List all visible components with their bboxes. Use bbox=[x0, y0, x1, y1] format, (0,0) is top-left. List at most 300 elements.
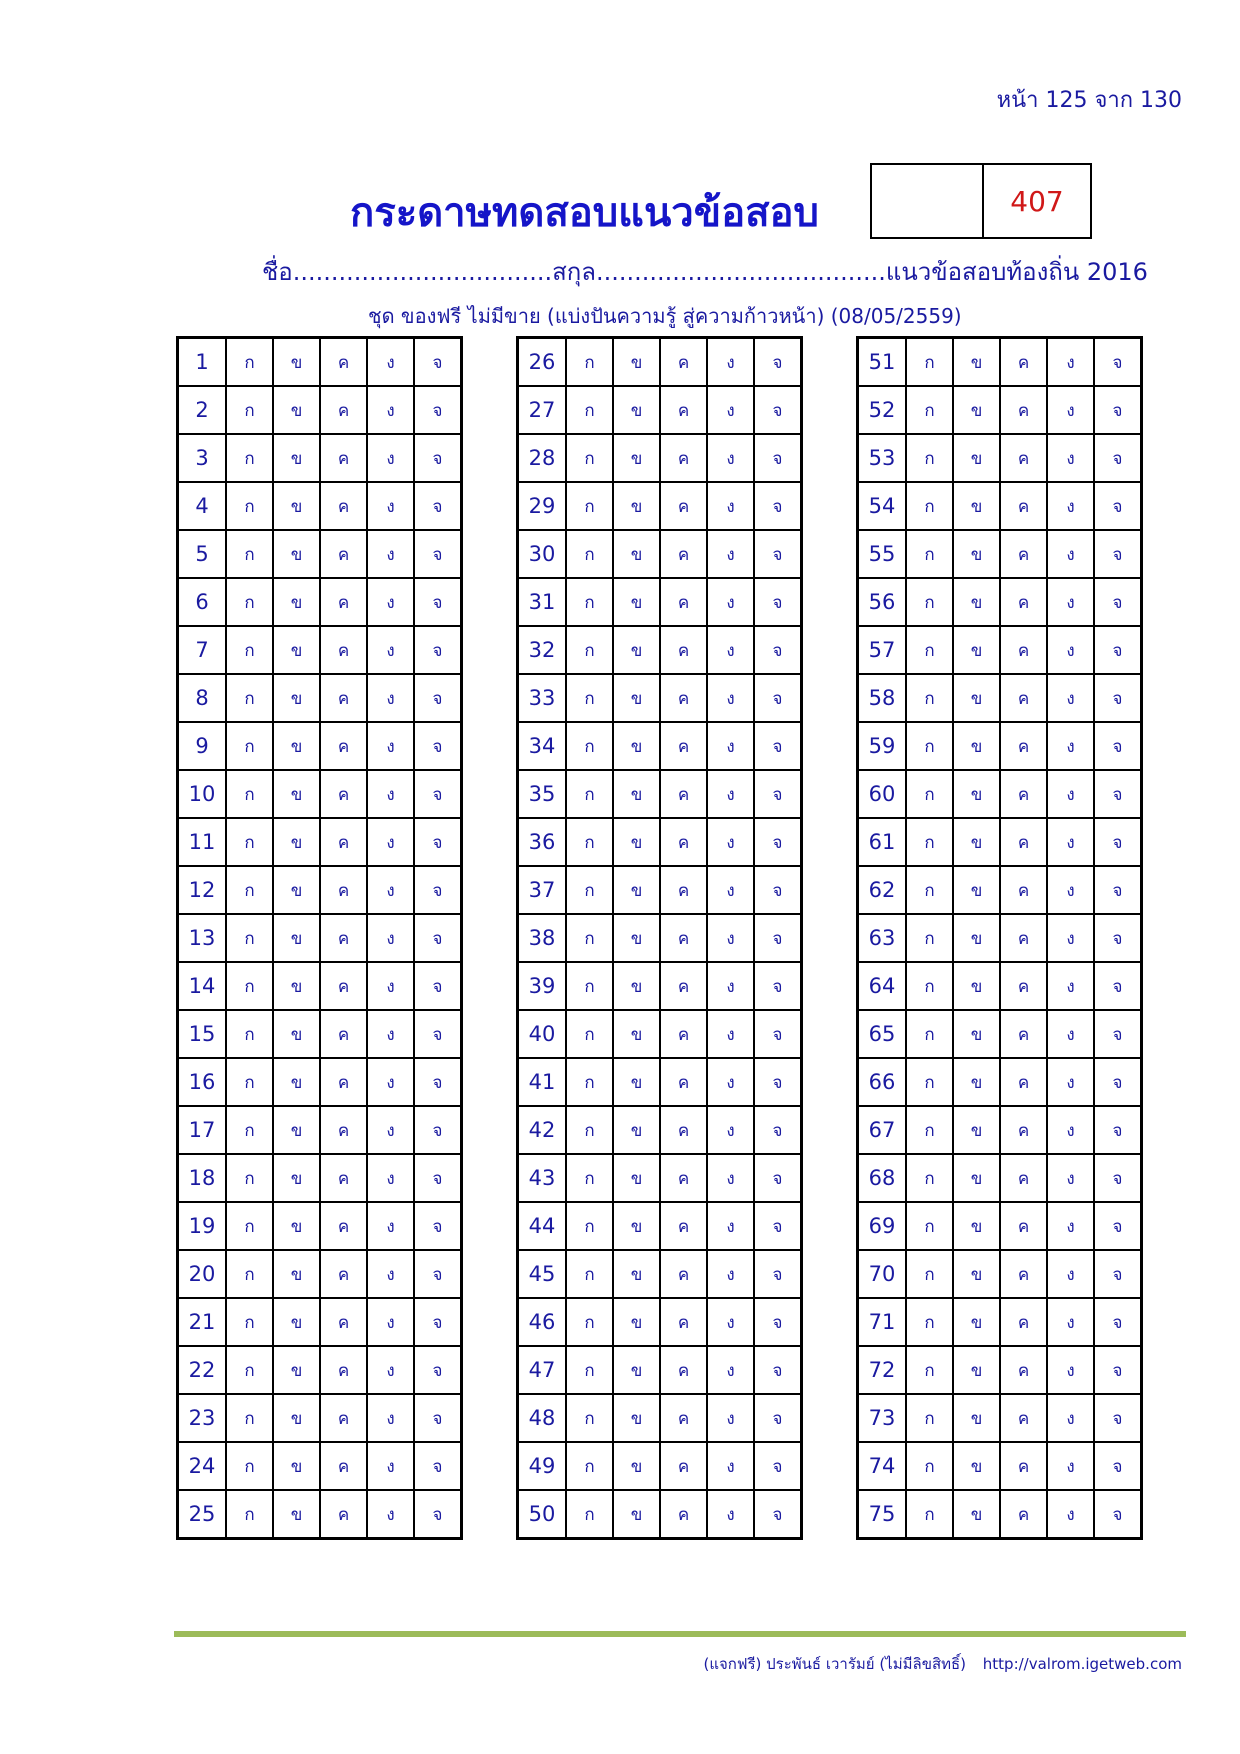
answer-choice[interactable]: ก bbox=[906, 626, 953, 674]
answer-choice[interactable]: ง bbox=[367, 1346, 414, 1394]
answer-choice[interactable]: ก bbox=[906, 578, 953, 626]
answer-choice[interactable]: จ bbox=[414, 626, 462, 674]
answer-choice[interactable]: ง bbox=[1047, 866, 1094, 914]
answer-choice[interactable]: ง bbox=[367, 482, 414, 530]
answer-choice[interactable]: ข bbox=[953, 482, 1000, 530]
answer-choice[interactable]: ข bbox=[953, 818, 1000, 866]
answer-choice[interactable]: ง bbox=[707, 578, 754, 626]
answer-choice[interactable]: ค bbox=[320, 1490, 367, 1539]
answer-choice[interactable]: ง bbox=[367, 818, 414, 866]
answer-choice[interactable]: ค bbox=[320, 1010, 367, 1058]
answer-choice[interactable]: ง bbox=[1047, 674, 1094, 722]
answer-choice[interactable]: ง bbox=[1047, 434, 1094, 482]
answer-choice[interactable]: ค bbox=[660, 1394, 707, 1442]
answer-choice[interactable]: ข bbox=[613, 1394, 660, 1442]
answer-choice[interactable]: จ bbox=[754, 1442, 802, 1490]
answer-choice[interactable]: จ bbox=[414, 722, 462, 770]
answer-choice[interactable]: ข bbox=[273, 626, 320, 674]
answer-choice[interactable]: จ bbox=[1094, 1394, 1142, 1442]
answer-choice[interactable]: ง bbox=[1047, 1250, 1094, 1298]
answer-choice[interactable]: ค bbox=[320, 866, 367, 914]
answer-choice[interactable]: ง bbox=[367, 1442, 414, 1490]
answer-choice[interactable]: ก bbox=[226, 482, 273, 530]
answer-choice[interactable]: จ bbox=[754, 1154, 802, 1202]
answer-choice[interactable]: ง bbox=[367, 914, 414, 962]
answer-choice[interactable]: ง bbox=[1047, 1442, 1094, 1490]
answer-choice[interactable]: ก bbox=[566, 818, 613, 866]
answer-choice[interactable]: ก bbox=[226, 1346, 273, 1394]
answer-choice[interactable]: ค bbox=[320, 530, 367, 578]
answer-choice[interactable]: ก bbox=[906, 1346, 953, 1394]
answer-choice[interactable]: จ bbox=[414, 482, 462, 530]
answer-choice[interactable]: ค bbox=[320, 1202, 367, 1250]
footer-url[interactable]: http://valrom.igetweb.com bbox=[982, 1655, 1182, 1673]
answer-choice[interactable]: จ bbox=[414, 818, 462, 866]
answer-choice[interactable]: ก bbox=[566, 1394, 613, 1442]
answer-choice[interactable]: ง bbox=[707, 1154, 754, 1202]
answer-choice[interactable]: ง bbox=[707, 1298, 754, 1346]
answer-choice[interactable]: ค bbox=[660, 1202, 707, 1250]
answer-choice[interactable]: จ bbox=[1094, 1250, 1142, 1298]
answer-choice[interactable]: ง bbox=[1047, 578, 1094, 626]
answer-choice[interactable]: ข bbox=[953, 1154, 1000, 1202]
answer-choice[interactable]: จ bbox=[1094, 818, 1142, 866]
answer-choice[interactable]: จ bbox=[754, 866, 802, 914]
answer-choice[interactable]: ข bbox=[613, 770, 660, 818]
answer-choice[interactable]: ก bbox=[906, 434, 953, 482]
answer-choice[interactable]: ค bbox=[660, 1298, 707, 1346]
answer-choice[interactable]: ค bbox=[660, 1010, 707, 1058]
answer-choice[interactable]: ข bbox=[953, 578, 1000, 626]
answer-choice[interactable]: ข bbox=[273, 770, 320, 818]
answer-choice[interactable]: ก bbox=[566, 722, 613, 770]
answer-choice[interactable]: จ bbox=[414, 530, 462, 578]
answer-choice[interactable]: ง bbox=[1047, 1010, 1094, 1058]
answer-choice[interactable]: จ bbox=[1094, 338, 1142, 387]
answer-choice[interactable]: จ bbox=[1094, 914, 1142, 962]
answer-choice[interactable]: ก bbox=[906, 1250, 953, 1298]
answer-choice[interactable]: จ bbox=[1094, 770, 1142, 818]
answer-choice[interactable]: ง bbox=[707, 482, 754, 530]
answer-choice[interactable]: ข bbox=[273, 434, 320, 482]
answer-choice[interactable]: จ bbox=[414, 1154, 462, 1202]
answer-choice[interactable]: ก bbox=[906, 770, 953, 818]
answer-choice[interactable]: จ bbox=[754, 1490, 802, 1539]
answer-choice[interactable]: ง bbox=[367, 722, 414, 770]
answer-choice[interactable]: ง bbox=[707, 722, 754, 770]
answer-choice[interactable]: ก bbox=[906, 1010, 953, 1058]
answer-choice[interactable]: ค bbox=[660, 434, 707, 482]
answer-choice[interactable]: ข bbox=[613, 1058, 660, 1106]
answer-choice[interactable]: ง bbox=[367, 530, 414, 578]
answer-choice[interactable]: ข bbox=[613, 626, 660, 674]
answer-choice[interactable]: จ bbox=[754, 818, 802, 866]
answer-choice[interactable]: ข bbox=[273, 1202, 320, 1250]
answer-choice[interactable]: จ bbox=[754, 674, 802, 722]
answer-choice[interactable]: ข bbox=[953, 1010, 1000, 1058]
answer-choice[interactable]: ข bbox=[273, 818, 320, 866]
answer-choice[interactable]: ก bbox=[566, 1154, 613, 1202]
answer-choice[interactable]: ข bbox=[273, 962, 320, 1010]
answer-choice[interactable]: ข bbox=[953, 626, 1000, 674]
answer-choice[interactable]: จ bbox=[754, 434, 802, 482]
answer-choice[interactable]: ค bbox=[660, 626, 707, 674]
answer-choice[interactable]: ก bbox=[566, 1010, 613, 1058]
answer-choice[interactable]: จ bbox=[1094, 434, 1142, 482]
answer-choice[interactable]: ค bbox=[1000, 1346, 1047, 1394]
answer-choice[interactable]: ก bbox=[566, 1490, 613, 1539]
answer-choice[interactable]: ก bbox=[566, 386, 613, 434]
answer-choice[interactable]: ค bbox=[320, 626, 367, 674]
answer-choice[interactable]: ก bbox=[566, 962, 613, 1010]
answer-choice[interactable]: ค bbox=[1000, 818, 1047, 866]
answer-choice[interactable]: ง bbox=[707, 626, 754, 674]
answer-choice[interactable]: ค bbox=[1000, 1298, 1047, 1346]
answer-choice[interactable]: ค bbox=[1000, 1106, 1047, 1154]
answer-choice[interactable]: ง bbox=[1047, 482, 1094, 530]
answer-choice[interactable]: ค bbox=[1000, 914, 1047, 962]
answer-choice[interactable]: ข bbox=[273, 914, 320, 962]
answer-choice[interactable]: จ bbox=[414, 1202, 462, 1250]
answer-choice[interactable]: ง bbox=[1047, 722, 1094, 770]
answer-choice[interactable]: ค bbox=[320, 338, 367, 387]
answer-choice[interactable]: จ bbox=[754, 482, 802, 530]
answer-choice[interactable]: ก bbox=[226, 1394, 273, 1442]
answer-choice[interactable]: จ bbox=[1094, 386, 1142, 434]
answer-choice[interactable]: ข bbox=[613, 1298, 660, 1346]
answer-choice[interactable]: ง bbox=[1047, 1346, 1094, 1394]
answer-choice[interactable]: ก bbox=[566, 1202, 613, 1250]
answer-choice[interactable]: ง bbox=[1047, 962, 1094, 1010]
answer-choice[interactable]: ข bbox=[273, 722, 320, 770]
answer-choice[interactable]: ค bbox=[1000, 482, 1047, 530]
answer-choice[interactable]: ค bbox=[1000, 434, 1047, 482]
answer-choice[interactable]: จ bbox=[754, 962, 802, 1010]
answer-choice[interactable]: ค bbox=[1000, 674, 1047, 722]
answer-choice[interactable]: ข bbox=[273, 578, 320, 626]
answer-choice[interactable]: จ bbox=[414, 434, 462, 482]
answer-choice[interactable]: ข bbox=[953, 1250, 1000, 1298]
answer-choice[interactable]: ง bbox=[707, 386, 754, 434]
answer-choice[interactable]: ง bbox=[707, 962, 754, 1010]
answer-choice[interactable]: ข bbox=[273, 1010, 320, 1058]
answer-choice[interactable]: จ bbox=[1094, 674, 1142, 722]
answer-choice[interactable]: ค bbox=[660, 578, 707, 626]
answer-choice[interactable]: ก bbox=[566, 1250, 613, 1298]
answer-choice[interactable]: ก bbox=[906, 1490, 953, 1539]
answer-choice[interactable]: จ bbox=[414, 770, 462, 818]
answer-choice[interactable]: ง bbox=[707, 674, 754, 722]
answer-choice[interactable]: ค bbox=[1000, 866, 1047, 914]
answer-choice[interactable]: ก bbox=[906, 1202, 953, 1250]
answer-choice[interactable]: ง bbox=[707, 1250, 754, 1298]
answer-choice[interactable]: ข bbox=[613, 1346, 660, 1394]
answer-choice[interactable]: ก bbox=[906, 1058, 953, 1106]
answer-choice[interactable]: ก bbox=[906, 1154, 953, 1202]
answer-choice[interactable]: ก bbox=[566, 1058, 613, 1106]
answer-choice[interactable]: จ bbox=[414, 1058, 462, 1106]
answer-choice[interactable]: ค bbox=[320, 1442, 367, 1490]
answer-choice[interactable]: ง bbox=[707, 770, 754, 818]
answer-choice[interactable]: ข bbox=[953, 1490, 1000, 1539]
answer-choice[interactable]: ง bbox=[367, 1250, 414, 1298]
answer-choice[interactable]: ค bbox=[1000, 530, 1047, 578]
answer-choice[interactable]: จ bbox=[414, 578, 462, 626]
answer-choice[interactable]: จ bbox=[1094, 866, 1142, 914]
answer-choice[interactable]: ข bbox=[953, 1202, 1000, 1250]
answer-choice[interactable]: ค bbox=[320, 914, 367, 962]
answer-choice[interactable]: จ bbox=[1094, 1490, 1142, 1539]
answer-choice[interactable]: ค bbox=[1000, 722, 1047, 770]
answer-choice[interactable]: ก bbox=[226, 962, 273, 1010]
answer-choice[interactable]: ข bbox=[613, 1154, 660, 1202]
answer-choice[interactable]: ข bbox=[613, 962, 660, 1010]
answer-choice[interactable]: จ bbox=[1094, 722, 1142, 770]
answer-choice[interactable]: จ bbox=[1094, 962, 1142, 1010]
answer-choice[interactable]: ข bbox=[273, 674, 320, 722]
answer-choice[interactable]: ง bbox=[1047, 1298, 1094, 1346]
answer-choice[interactable]: ง bbox=[1047, 338, 1094, 387]
answer-choice[interactable]: ก bbox=[566, 434, 613, 482]
answer-choice[interactable]: ค bbox=[660, 962, 707, 1010]
answer-choice[interactable]: จ bbox=[1094, 1202, 1142, 1250]
answer-choice[interactable]: ข bbox=[613, 1250, 660, 1298]
answer-choice[interactable]: ง bbox=[707, 1490, 754, 1539]
answer-choice[interactable]: ก bbox=[226, 770, 273, 818]
answer-choice[interactable]: ค bbox=[320, 722, 367, 770]
answer-choice[interactable]: ค bbox=[320, 674, 367, 722]
answer-choice[interactable]: ข bbox=[613, 1202, 660, 1250]
answer-choice[interactable]: ก bbox=[566, 1298, 613, 1346]
answer-choice[interactable]: ข bbox=[613, 578, 660, 626]
answer-choice[interactable]: ค bbox=[320, 578, 367, 626]
answer-choice[interactable]: จ bbox=[414, 1346, 462, 1394]
answer-choice[interactable]: ก bbox=[906, 386, 953, 434]
answer-choice[interactable]: ง bbox=[367, 1058, 414, 1106]
answer-choice[interactable]: ง bbox=[707, 1442, 754, 1490]
answer-choice[interactable]: ก bbox=[906, 530, 953, 578]
answer-choice[interactable]: จ bbox=[1094, 1106, 1142, 1154]
answer-choice[interactable]: ก bbox=[226, 530, 273, 578]
answer-choice[interactable]: ก bbox=[906, 1442, 953, 1490]
answer-choice[interactable]: ค bbox=[1000, 1058, 1047, 1106]
answer-choice[interactable]: ก bbox=[906, 1106, 953, 1154]
answer-choice[interactable]: ข bbox=[953, 674, 1000, 722]
answer-choice[interactable]: ก bbox=[226, 722, 273, 770]
answer-choice[interactable]: จ bbox=[754, 770, 802, 818]
answer-choice[interactable]: ค bbox=[320, 1298, 367, 1346]
answer-choice[interactable]: จ bbox=[1094, 1010, 1142, 1058]
answer-choice[interactable]: ง bbox=[1047, 626, 1094, 674]
answer-choice[interactable]: ค bbox=[1000, 1250, 1047, 1298]
answer-choice[interactable]: ก bbox=[566, 866, 613, 914]
answer-choice[interactable]: ก bbox=[566, 578, 613, 626]
answer-choice[interactable]: ก bbox=[566, 530, 613, 578]
answer-choice[interactable]: ข bbox=[953, 434, 1000, 482]
answer-choice[interactable]: จ bbox=[414, 1442, 462, 1490]
answer-choice[interactable]: ก bbox=[226, 674, 273, 722]
answer-choice[interactable]: ค bbox=[1000, 770, 1047, 818]
answer-choice[interactable]: จ bbox=[754, 1346, 802, 1394]
answer-choice[interactable]: จ bbox=[754, 1106, 802, 1154]
answer-choice[interactable]: ง bbox=[367, 1202, 414, 1250]
answer-choice[interactable]: ง bbox=[367, 434, 414, 482]
answer-choice[interactable]: ข bbox=[273, 1442, 320, 1490]
answer-choice[interactable]: จ bbox=[414, 386, 462, 434]
answer-choice[interactable]: ข bbox=[953, 1298, 1000, 1346]
answer-choice[interactable]: จ bbox=[754, 386, 802, 434]
answer-choice[interactable]: ง bbox=[1047, 1202, 1094, 1250]
answer-choice[interactable]: ก bbox=[566, 626, 613, 674]
answer-choice[interactable]: ก bbox=[226, 1010, 273, 1058]
answer-choice[interactable]: ข bbox=[613, 722, 660, 770]
answer-choice[interactable]: ข bbox=[273, 1490, 320, 1539]
answer-choice[interactable]: ข bbox=[273, 1106, 320, 1154]
answer-choice[interactable]: ค bbox=[320, 386, 367, 434]
answer-choice[interactable]: ค bbox=[660, 674, 707, 722]
answer-choice[interactable]: ก bbox=[566, 770, 613, 818]
answer-choice[interactable]: ง bbox=[367, 770, 414, 818]
answer-choice[interactable]: ข bbox=[613, 914, 660, 962]
answer-choice[interactable]: ข bbox=[953, 962, 1000, 1010]
answer-choice[interactable]: ก bbox=[226, 626, 273, 674]
answer-choice[interactable]: ก bbox=[226, 914, 273, 962]
answer-choice[interactable]: จ bbox=[1094, 1154, 1142, 1202]
answer-choice[interactable]: ค bbox=[320, 1058, 367, 1106]
answer-choice[interactable]: ง bbox=[1047, 1394, 1094, 1442]
answer-choice[interactable]: ข bbox=[613, 674, 660, 722]
answer-choice[interactable]: ก bbox=[906, 1394, 953, 1442]
answer-choice[interactable]: จ bbox=[414, 1010, 462, 1058]
answer-choice[interactable]: ก bbox=[906, 914, 953, 962]
answer-choice[interactable]: ง bbox=[707, 338, 754, 387]
answer-choice[interactable]: ข bbox=[273, 338, 320, 387]
answer-choice[interactable]: ก bbox=[226, 1442, 273, 1490]
answer-choice[interactable]: จ bbox=[754, 1058, 802, 1106]
answer-choice[interactable]: จ bbox=[754, 1010, 802, 1058]
answer-choice[interactable]: ค bbox=[660, 530, 707, 578]
answer-choice[interactable]: ค bbox=[1000, 578, 1047, 626]
answer-choice[interactable]: ง bbox=[367, 1394, 414, 1442]
answer-choice[interactable]: ก bbox=[906, 962, 953, 1010]
answer-choice[interactable]: ค bbox=[320, 1250, 367, 1298]
answer-choice[interactable]: ข bbox=[953, 914, 1000, 962]
answer-choice[interactable]: ง bbox=[367, 1106, 414, 1154]
answer-choice[interactable]: ค bbox=[660, 722, 707, 770]
answer-choice[interactable]: ข bbox=[613, 482, 660, 530]
answer-choice[interactable]: ข bbox=[953, 1394, 1000, 1442]
answer-choice[interactable]: จ bbox=[414, 866, 462, 914]
answer-choice[interactable]: ง bbox=[707, 866, 754, 914]
answer-choice[interactable]: ค bbox=[660, 1442, 707, 1490]
answer-choice[interactable]: ข bbox=[953, 1346, 1000, 1394]
answer-choice[interactable]: ค bbox=[1000, 1394, 1047, 1442]
answer-choice[interactable]: ข bbox=[613, 530, 660, 578]
answer-choice[interactable]: ค bbox=[1000, 1490, 1047, 1539]
answer-choice[interactable]: ค bbox=[1000, 386, 1047, 434]
answer-choice[interactable]: ง bbox=[1047, 818, 1094, 866]
answer-choice[interactable]: ค bbox=[1000, 962, 1047, 1010]
answer-choice[interactable]: ค bbox=[320, 1394, 367, 1442]
answer-choice[interactable]: ก bbox=[906, 818, 953, 866]
answer-choice[interactable]: จ bbox=[754, 626, 802, 674]
answer-choice[interactable]: จ bbox=[1094, 1442, 1142, 1490]
answer-choice[interactable]: ข bbox=[613, 1442, 660, 1490]
answer-choice[interactable]: ข bbox=[953, 1106, 1000, 1154]
answer-choice[interactable]: ง bbox=[367, 1490, 414, 1539]
answer-choice[interactable]: ค bbox=[660, 1250, 707, 1298]
answer-choice[interactable]: ข bbox=[613, 1490, 660, 1539]
answer-choice[interactable]: จ bbox=[754, 722, 802, 770]
answer-choice[interactable]: ง bbox=[1047, 386, 1094, 434]
answer-choice[interactable]: ค bbox=[660, 866, 707, 914]
answer-choice[interactable]: ง bbox=[1047, 1106, 1094, 1154]
answer-choice[interactable]: จ bbox=[414, 1394, 462, 1442]
answer-choice[interactable]: ง bbox=[707, 818, 754, 866]
answer-choice[interactable]: ข bbox=[953, 770, 1000, 818]
answer-choice[interactable]: ข bbox=[953, 530, 1000, 578]
answer-choice[interactable]: จ bbox=[1094, 626, 1142, 674]
answer-choice[interactable]: ง bbox=[367, 626, 414, 674]
answer-choice[interactable]: ค bbox=[1000, 1154, 1047, 1202]
answer-choice[interactable]: ง bbox=[367, 578, 414, 626]
answer-choice[interactable]: ง bbox=[707, 1106, 754, 1154]
answer-choice[interactable]: ง bbox=[1047, 770, 1094, 818]
answer-choice[interactable]: ข bbox=[273, 1298, 320, 1346]
answer-choice[interactable]: ก bbox=[566, 1346, 613, 1394]
answer-choice[interactable]: ข bbox=[953, 1442, 1000, 1490]
answer-choice[interactable]: ค bbox=[660, 1154, 707, 1202]
answer-choice[interactable]: ก bbox=[906, 1298, 953, 1346]
answer-choice[interactable]: ก bbox=[566, 1106, 613, 1154]
answer-choice[interactable]: ก bbox=[566, 914, 613, 962]
answer-choice[interactable]: ก bbox=[226, 818, 273, 866]
answer-choice[interactable]: ค bbox=[1000, 1442, 1047, 1490]
answer-choice[interactable]: ง bbox=[707, 1394, 754, 1442]
answer-choice[interactable]: จ bbox=[754, 338, 802, 387]
answer-choice[interactable]: ง bbox=[367, 338, 414, 387]
answer-choice[interactable]: ค bbox=[660, 1490, 707, 1539]
answer-choice[interactable]: ก bbox=[566, 338, 613, 387]
answer-choice[interactable]: ง bbox=[367, 962, 414, 1010]
answer-choice[interactable]: ง bbox=[367, 866, 414, 914]
answer-choice[interactable]: ก bbox=[906, 866, 953, 914]
answer-choice[interactable]: ข bbox=[953, 338, 1000, 387]
answer-choice[interactable]: ก bbox=[566, 482, 613, 530]
answer-choice[interactable]: จ bbox=[1094, 1058, 1142, 1106]
answer-choice[interactable]: ก bbox=[226, 386, 273, 434]
answer-choice[interactable]: ค bbox=[660, 770, 707, 818]
answer-choice[interactable]: ข bbox=[613, 434, 660, 482]
answer-choice[interactable]: ค bbox=[320, 770, 367, 818]
answer-choice[interactable]: จ bbox=[1094, 530, 1142, 578]
answer-choice[interactable]: ข bbox=[613, 1010, 660, 1058]
answer-choice[interactable]: ก bbox=[226, 1154, 273, 1202]
answer-choice[interactable]: ข bbox=[273, 482, 320, 530]
answer-choice[interactable]: ง bbox=[1047, 1154, 1094, 1202]
answer-choice[interactable]: ง bbox=[707, 1010, 754, 1058]
answer-choice[interactable]: ก bbox=[906, 482, 953, 530]
answer-choice[interactable]: ก bbox=[906, 338, 953, 387]
answer-choice[interactable]: ข bbox=[273, 1346, 320, 1394]
answer-choice[interactable]: ข bbox=[273, 1058, 320, 1106]
answer-choice[interactable]: จ bbox=[414, 1250, 462, 1298]
answer-choice[interactable]: ค bbox=[320, 482, 367, 530]
answer-choice[interactable]: ข bbox=[953, 1058, 1000, 1106]
answer-choice[interactable]: ค bbox=[660, 386, 707, 434]
answer-choice[interactable]: ก bbox=[226, 1106, 273, 1154]
answer-choice[interactable]: จ bbox=[754, 578, 802, 626]
